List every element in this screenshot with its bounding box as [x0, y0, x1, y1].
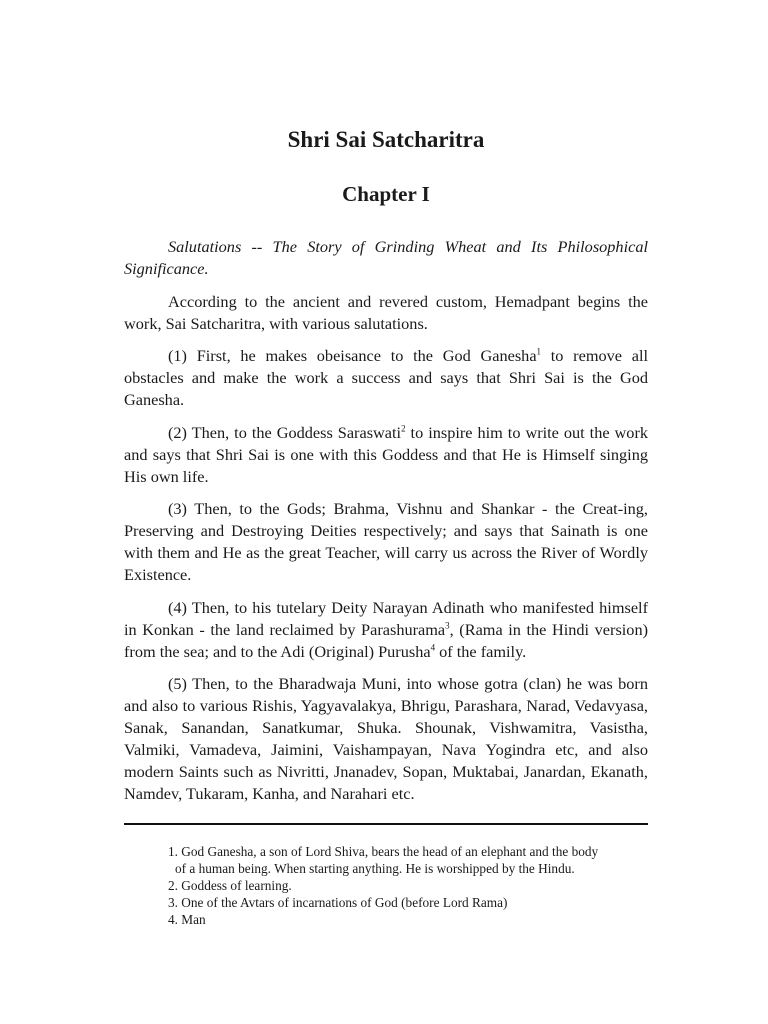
paragraph-2 — [124, 422, 648, 488]
chapter-body — [124, 236, 648, 805]
paragraph-1 — [124, 345, 648, 411]
footnote-2: 2. Goddess of learning. — [168, 878, 292, 893]
footnote-4: 4. Man — [168, 912, 206, 927]
paragraph-4-text-b: , (Rama in the Hindi version) from the sea; and to the Adi (Original) Purusha — [124, 619, 649, 661]
footnote-3: 3. One of the Avtars of incarnations of God (before Lord Rama) — [168, 895, 508, 910]
footnote-1 — [168, 843, 648, 877]
footnote-ref-2: 2 — [401, 423, 406, 434]
paragraph-2-text-b: to inspire him to write out the work and says that Shri Sai is one with this Goddess and that He is Himself singing His own life. — [124, 422, 649, 486]
footnote-1-line-1: 1. God Ganesha, a son of Lord Shiva, bears the head of an elephant and the body — [168, 844, 599, 859]
intro-paragraph: According to the ancient and revered custom, Hemadpant begins the work, Sai Satcharitra, with various salutations. — [124, 291, 648, 333]
chapter-title: Chapter I — [342, 182, 430, 206]
paragraph-4-text-c: of the family. — [435, 641, 527, 661]
paragraph-1-text-a: (1) First, he makes obeisance to the God Ganesha — [168, 346, 537, 365]
paragraph-4 — [124, 597, 648, 663]
footnote-1-line-2: of a human being. When starting anything. He is worshipped by the Hindu. — [175, 861, 575, 876]
book-title: Shri Sai Satcharitra — [287, 127, 485, 152]
footnote-ref-1: 1 — [536, 346, 542, 357]
paragraph-4-text-a: (4) Then, to his tutelary Deity Narayan Adinath who manifested himself in Konkan - the land reclaimed by Parashurama — [124, 597, 648, 639]
paragraph-5: (5) Then, to the Bharadwaja Muni, into whose gotra (clan) he was born and also to various Rishis, Yagyavalakya, Bhrigu, Parashara, Narad, Vedavyasa, Sanak, Sanandan, Sanatkumar, Shuka. Shounak, Vishwamitra, Vasistha, Valmiki, Vamadeva, Jaimini, Vaishampayan, Nava Yogindra etc, and also modern Saints such as Nivritti, Jnanadev, Sopan, Muktabai, Janardan, Ekanath, Namdev, Tukaram, Kanha, and Narahari etc. — [124, 674, 648, 803]
paragraph-2-text-a: (2) Then, to the Goddess Saraswati — [168, 422, 402, 442]
footnote-ref-4: 4 — [430, 642, 436, 653]
chapter-subtitle: Salutations -- The Story of Grinding Wheat and Its Philosophical Significance. — [124, 237, 648, 278]
footnote-divider — [124, 823, 648, 825]
footnote-ref-3: 3 — [445, 620, 450, 631]
paragraph-1-text-b: to remove all obstacles and make the work a success and says that Shri Sai is the God Ganesha. — [124, 346, 648, 409]
book-page — [124, 122, 648, 928]
footnotes — [168, 843, 648, 928]
paragraph-3: (3) Then, to the Gods; Brahma, Vishnu and Shankar - the Creat-ing, Preserving and Destroying Deities respectively; and says that Sainath is one with them and He as the great Teacher, will carry us across the River of Wordly Existence. — [124, 499, 648, 584]
